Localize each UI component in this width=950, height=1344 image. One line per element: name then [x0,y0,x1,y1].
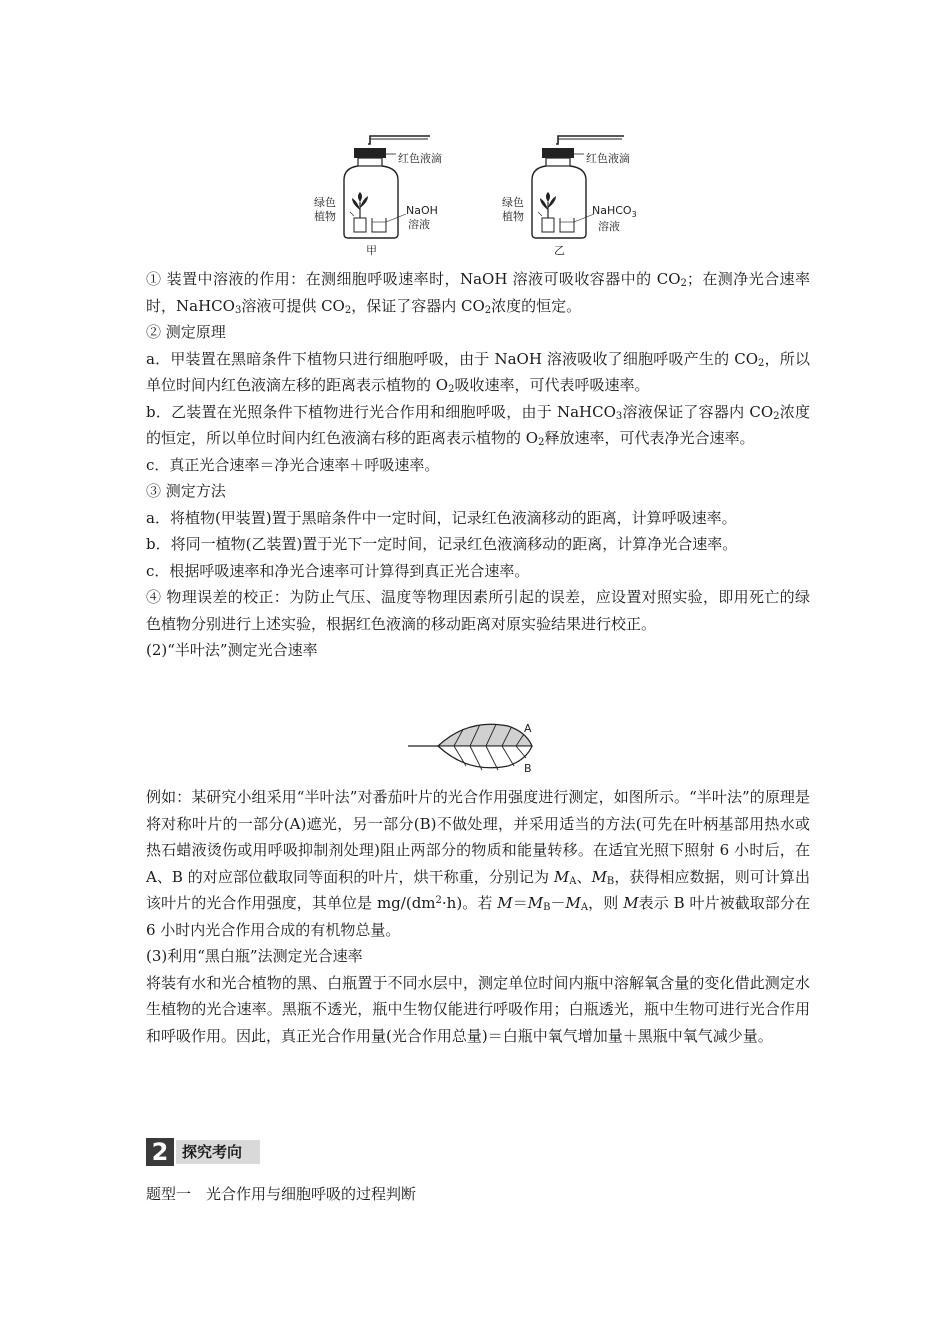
heading-method: ③ 测定方法 [146,482,226,500]
paragraph-principle-a: a．甲装置在黑暗条件下植物只进行细胞呼吸，由于 NaOH 溶液吸收了细胞呼吸产生的 $CO_2$，所以单位时间内红色液滴左移的距离表示植物的 $O_2$吸收速率，可代表呼吸速率。 [146,349,810,395]
apparatus-yi [502,136,637,257]
label-plant-left-2: 植物 [314,210,336,223]
section-title: 探究考向 [176,1140,260,1164]
paragraph-principle-b: b．乙装置在光照条件下植物进行光合作用和细胞呼吸，由于 NaHCO$_3$溶液保证了容器内 $CO_2$浓度的恒定，所以单位时间内红色液滴右移的距离表示植物的 $O_2$释放速率，可代表净光合速率。 [146,402,811,448]
question-type-heading: 题型一 光合作用与细胞呼吸的过程判断 [146,1185,417,1203]
paragraph-method-c: c．根据呼吸速率和净光合速率可计算得到真正光合速率。 [146,561,530,580]
paragraph-method-a: a．将植物(甲装置)置于黑暗条件中一定时间，记录红色液滴移动的距离，计算呼吸速率。 [146,508,737,527]
paragraph-solution-role: ① 装置中溶液的作用：在测细胞呼吸速率时，NaOH 溶液可吸收容器中的 $CO_2$；在测净光合速率时，NaHCO$_3$溶液可提供 $CO_2$，保证了容器内 $CO_2$浓度的恒定。 [146,270,810,316]
label-red-drop-left: 红色液滴 [398,152,442,165]
section-number: 2 [146,1138,174,1166]
paragraph-black-white-bottle: 将装有水和光合植物的黑、白瓶置于不同水层中，测定单位时间内瓶中溶解氧含量的变化借此测定水生植物的光合速率。黑瓶不透光，瓶中生物仅能进行呼吸作用；白瓶透光，瓶中生物可进行光合作用和呼吸作用。因此，真正光合作用量(光合作用总量)＝白瓶中氧气增加量＋黑瓶中氧气减少量。 [146,973,810,1045]
label-plant-right-2: 植物 [502,210,524,223]
label-solution-right-2: 溶液 [598,220,620,233]
caption-yi: 乙 [554,244,565,257]
section-header [146,1138,264,1166]
label-plant-left-1: 绿色 [314,196,336,209]
text-block-1 [146,266,810,664]
text-block-2 [146,784,810,1049]
heading-half-leaf: (2)“半叶法”测定光合速率 [146,641,318,659]
label-solution-left-2: 溶液 [408,218,430,231]
label-plant-right-1: 绿色 [502,196,524,209]
paragraph-half-leaf-example: 例如：某研究小组采用“半叶法”对番茄叶片的光合作用强度进行测定，如图所示。“半叶法”的原理是将对称叶片的一部分(A)遮光，另一部分(B)不做处理，并采用适当的方法(可先在叶柄基部用热水或热石蜡液烫伤或用呼吸抑制剂处理)阻止两部分的物质和能量转移。在适宜光照下照射 6 小时后，在 A、B 的对应部位截取同等面积的叶片，烘干称重，分别记为 $M_A$、$M_B$，获得相应数据，则可计算出该叶片的光合作用强度，其单位是 $mg/(dm^2\cdot h)$。若 $M=M_B-M_A$，则 M表示 B 叶片被截取部分在 6 小时内光合作用合成的有机物总量。 [146,788,811,939]
heading-black-white-bottle: (3)利用“黑白瓶”法测定光合速率 [146,947,363,965]
paragraph-error-correction: ④ 物理误差的校正：为防止气压、温度等物理因素所引起的误差，应设置对照实验，即用死亡的绿色植物分别进行上述实验，根据红色液滴的移动距离对原实验结果进行校正。 [146,588,810,633]
paragraph-method-b: b．将同一植物(乙装置)置于光下一定时间，记录红色液滴移动的距离，计算净光合速率。 [146,535,738,553]
label-solution-left-1: NaOH [406,204,438,217]
leaf-label-b: B [524,762,532,775]
caption-jia: 甲 [366,244,377,257]
apparatus-jia [314,136,442,257]
heading-principle: ② 测定原理 [146,323,226,341]
label-solution-right-1: NaHCO$_3$ [592,204,637,219]
leaf-figure [408,718,548,776]
paragraph-principle-c: c．真正光合速率＝净光合速率＋呼吸速率。 [146,455,440,474]
apparatus-figure [310,134,650,260]
label-red-drop-right: 红色液滴 [586,152,630,165]
leaf-label-a: A [524,722,532,735]
